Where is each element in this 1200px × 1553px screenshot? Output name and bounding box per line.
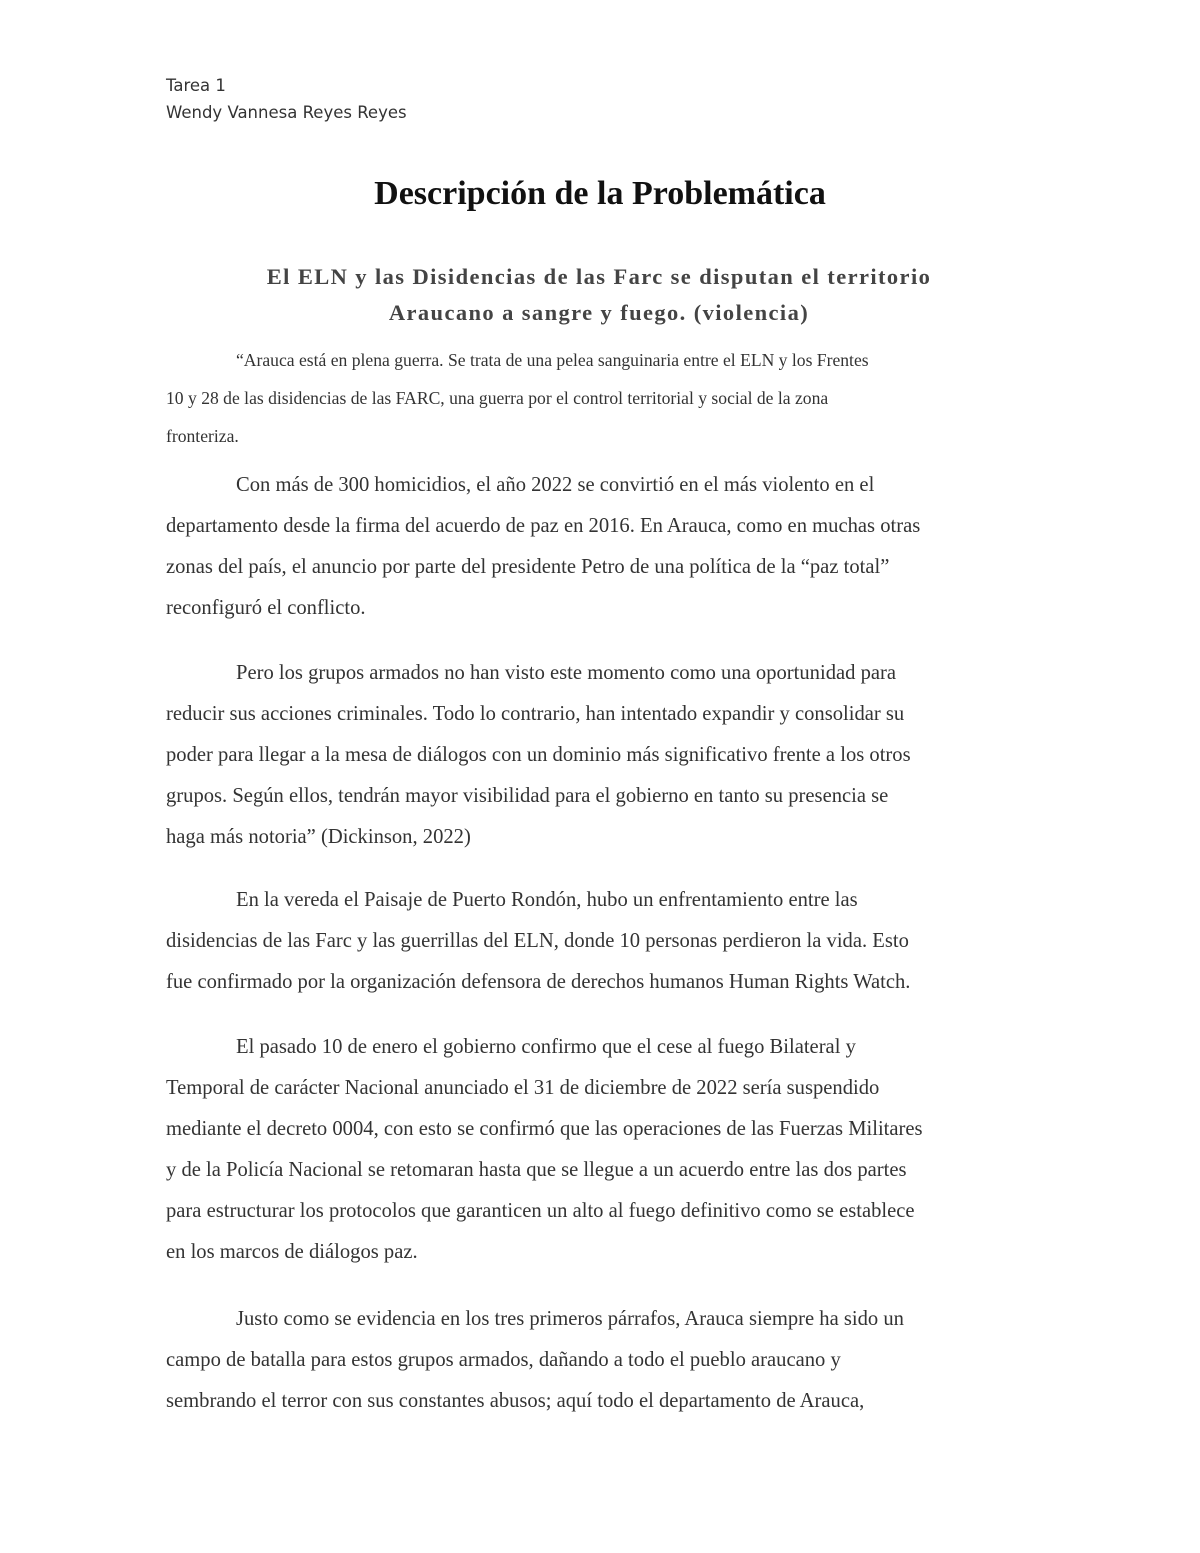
quote-line: fronteriza. xyxy=(166,426,239,446)
paragraph-line: y de la Policía Nacional se retomaran hasta que se llegue a un acuerdo entre las dos partes xyxy=(166,1159,907,1181)
paragraph-line: El pasado 10 de enero el gobierno confirmo que el cese al fuego Bilateral y xyxy=(236,1036,856,1058)
author-name: Wendy Vannesa Reyes Reyes xyxy=(166,103,407,122)
body-paragraph xyxy=(166,465,1036,629)
body-paragraph xyxy=(166,1299,1036,1422)
paragraph-line: disidencias de las Farc y las guerrillas del ELN, donde 10 personas perdieron la vida. Esto xyxy=(166,930,909,952)
paragraph-line: departamento desde la firma del acuerdo de paz en 2016. En Arauca, como en muchas otras xyxy=(166,515,921,537)
assignment-label: Tarea 1 xyxy=(166,76,226,95)
quote-line: “Arauca está en plena guerra. Se trata de una pelea sanguinaria entre el ELN y los Frentes xyxy=(236,350,869,370)
body-paragraph xyxy=(166,1027,1036,1273)
paragraph-line: Temporal de carácter Nacional anunciado el 31 de diciembre de 2022 sería suspendido xyxy=(166,1077,880,1099)
subtitle-line: El ELN y las Disidencias de las Farc se disputan el territorio xyxy=(266,264,932,289)
quote-line: 10 y 28 de las disidencias de las FARC, una guerra por el control territorial y social de la zona xyxy=(166,388,829,408)
paragraph-line: En la vereda el Paisaje de Puerto Rondón, hubo un enfrentamiento entre las xyxy=(236,889,858,911)
subtitle-line: Araucano a sangre y fuego. (violencia) xyxy=(388,300,810,325)
paragraph-line: sembrando el terror con sus constantes abusos; aquí todo el departamento de Arauca, xyxy=(166,1390,865,1412)
paragraph-line: fue confirmado por la organización defensora de derechos humanos Human Rights Watch. xyxy=(166,971,911,993)
paragraph-line: mediante el decreto 0004, con esto se confirmó que las operaciones de las Fuerzas Militares xyxy=(166,1118,923,1140)
paragraph-line: Con más de 300 homicidios, el año 2022 se convirtió en el más violento en el xyxy=(236,474,875,496)
paragraph-line: grupos. Según ellos, tendrán mayor visibilidad para el gobierno en tanto su presencia se xyxy=(166,785,889,807)
paragraph-line: poder para llegar a la mesa de diálogos con un dominio más significativo frente a los otros xyxy=(166,744,911,766)
paragraph-line: Justo como se evidencia en los tres primeros párrafos, Arauca siempre ha sido un xyxy=(236,1308,904,1330)
paragraph-line: Pero los grupos armados no han visto este momento como una oportunidad para xyxy=(236,662,897,684)
paragraph-line: campo de batalla para estos grupos armados, dañando a todo el pueblo araucano y xyxy=(166,1349,841,1371)
paragraph-line: reducir sus acciones criminales. Todo lo contrario, han intentado expandir y consolidar su xyxy=(166,703,905,725)
page-title: Descripción de la Problemática xyxy=(374,175,826,212)
body-paragraph xyxy=(166,653,1036,858)
paragraph-line: para estructurar los protocolos que garanticen un alto al fuego definitivo como se establece xyxy=(166,1200,915,1222)
body-paragraph xyxy=(166,880,1036,1003)
section-subtitle xyxy=(166,259,1032,331)
document-header xyxy=(166,72,407,126)
paragraph-line: haga más notoria” (Dickinson, 2022) xyxy=(166,826,471,848)
paragraph-line: reconfiguró el conflicto. xyxy=(166,597,366,619)
quote-paragraph xyxy=(166,341,1036,455)
paragraph-line: zonas del país, el anuncio por parte del presidente Petro de una política de la “paz total” xyxy=(166,556,890,578)
paragraph-line: en los marcos de diálogos paz. xyxy=(166,1241,418,1263)
